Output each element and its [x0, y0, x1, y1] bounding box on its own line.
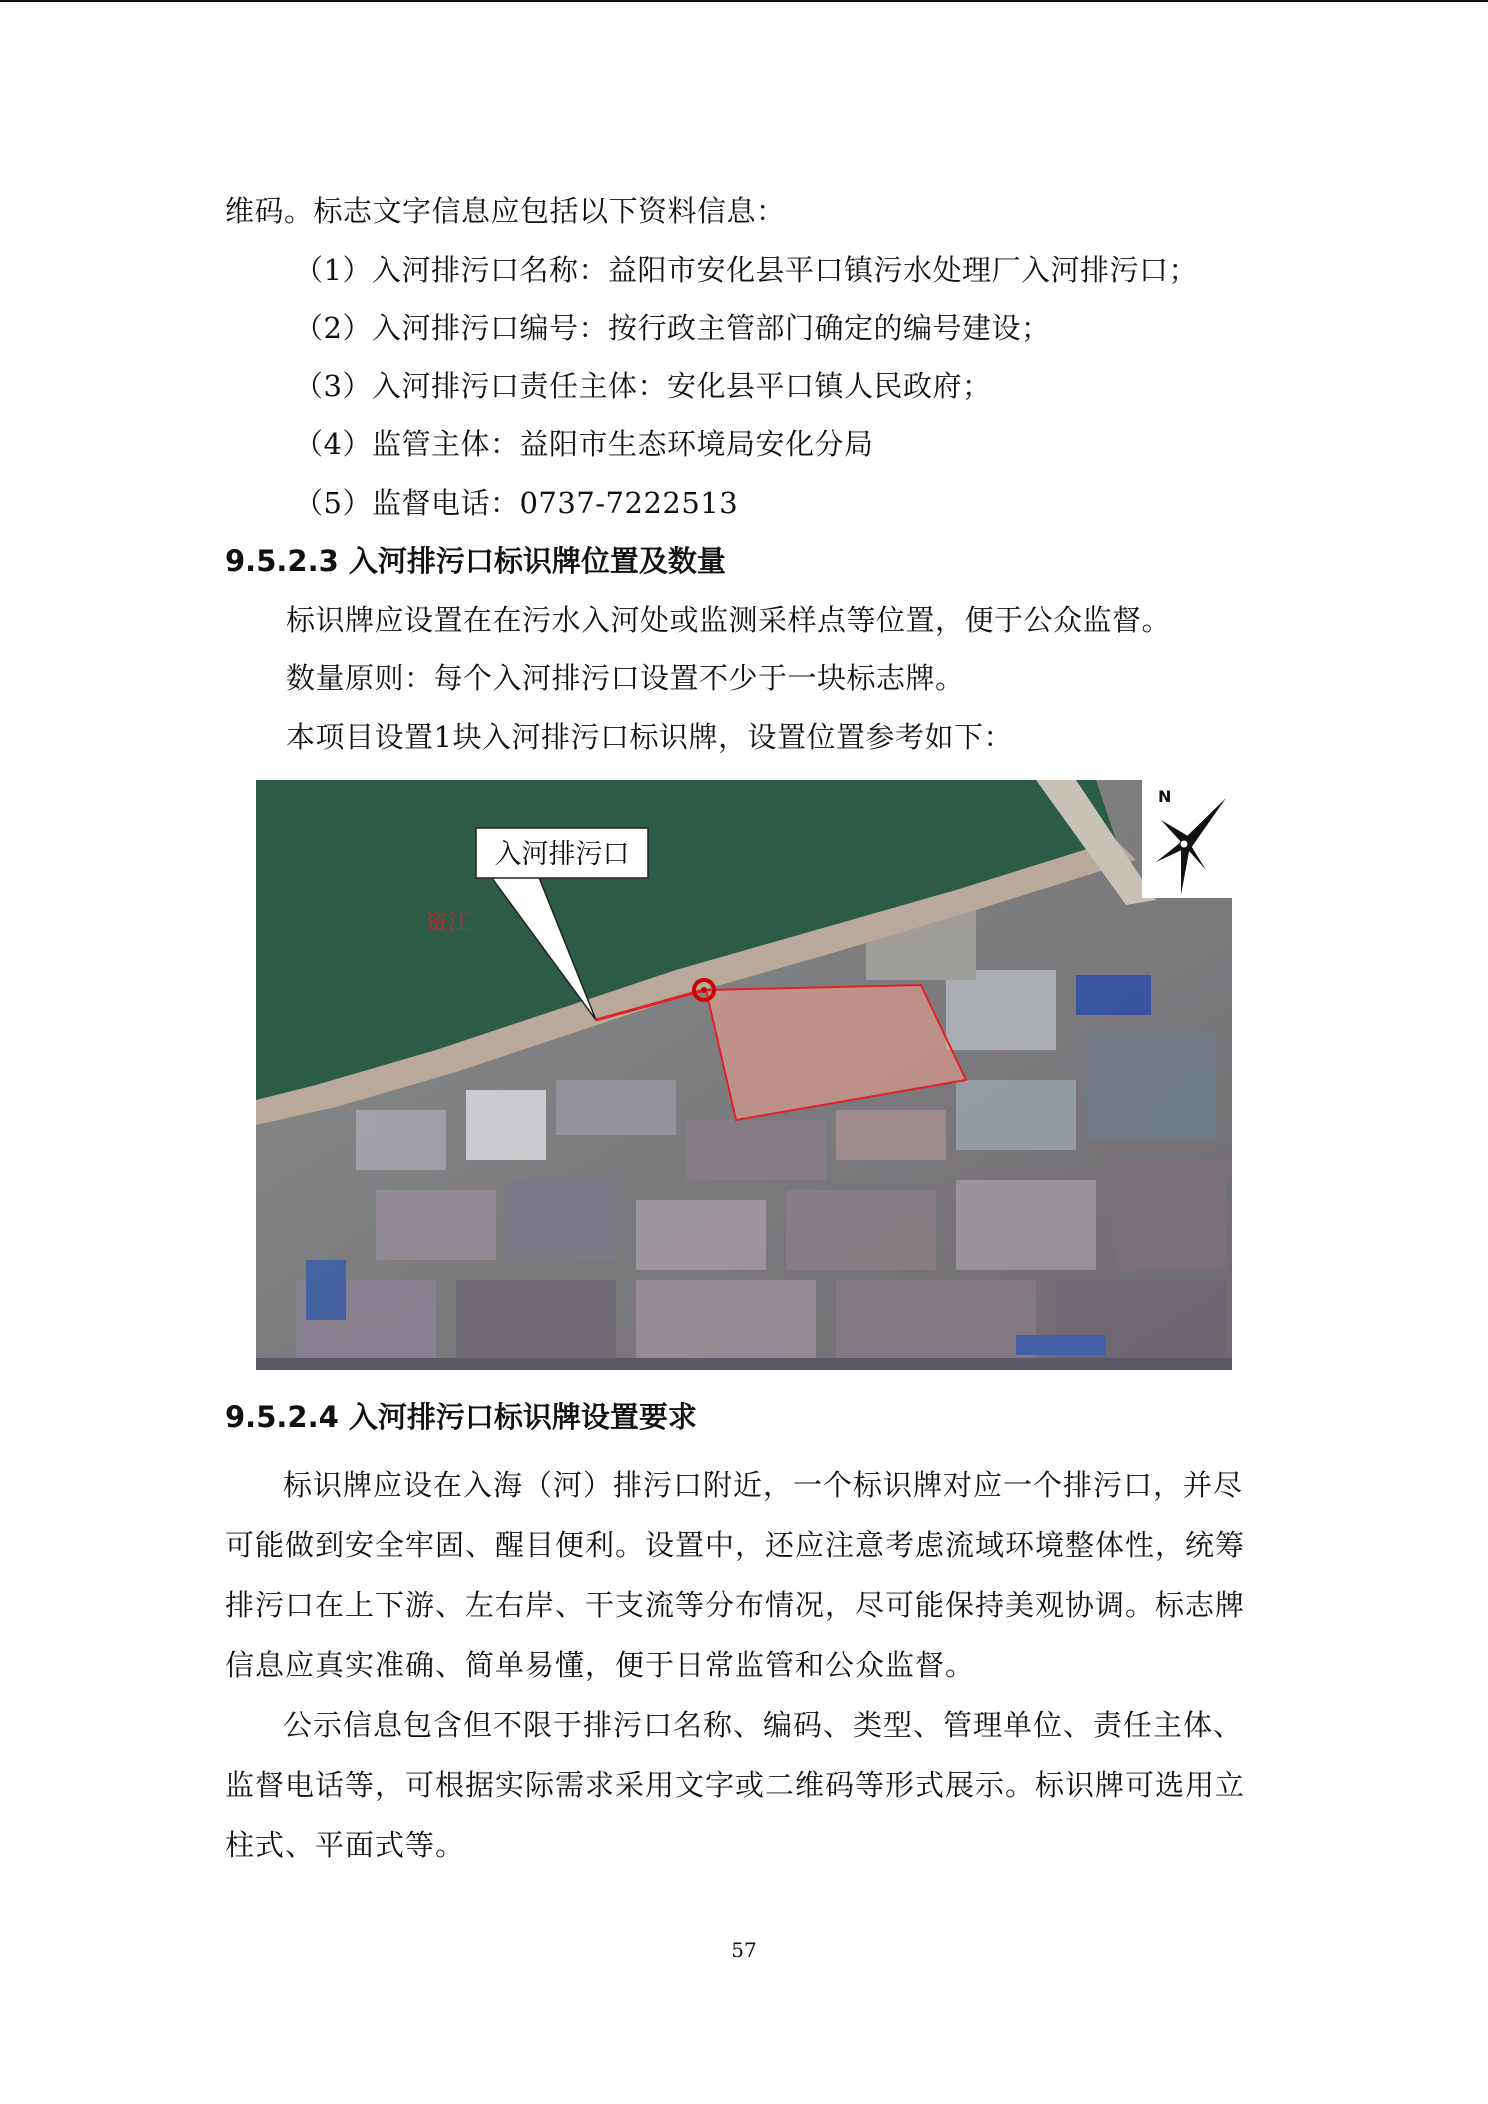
north-arrow-icon: [1142, 780, 1232, 898]
callout-label: 入河排污口: [494, 839, 630, 870]
info-item-2: （2）入河排污口编号：按行政主管部门确定的编号建设；: [294, 311, 1051, 345]
map-status-strip: [256, 1358, 1232, 1370]
section2-paragraph-1: [225, 1455, 1265, 1695]
section-heading-9-5-2-4: 9.5.2.4 入河排污口标识牌设置要求: [225, 1400, 697, 1434]
north-label: N: [1158, 787, 1172, 806]
section2-paragraph-2-text: 公示信息包含但不限于排污口名称、编码、类型、管理单位、责任主体、监督电话等，可根据实际需求采用文字或二维码等形式展示。标识牌可选用立柱式、平面式等。: [225, 1708, 1246, 1862]
info-item-4: （4）监管主体：益阳市生态环境局安化分局: [294, 427, 874, 461]
info-item-1: （1）入河排污口名称：益阳市安化县平口镇污水处理厂入河排污口；: [294, 253, 1198, 287]
section1-line-2: 数量原则：每个入河排污口设置不少于一块标志牌。: [286, 661, 965, 695]
section2-paragraph-1-text: 标识牌应设在入海（河）排污口附近，一个标识牌对应一个排污口，并尽可能做到安全牢固、醒目便利。设置中，还应注意考虑流域环境整体性，统筹排污口在上下游、左右岸、干支流等分布情况，尽可能保持美观协调。标志牌信息应真实准确、简单易懂，便于日常监管和公众监督。: [225, 1468, 1246, 1682]
intro-line: 维码。标志文字信息应包括以下资料信息：: [225, 194, 786, 228]
page-number: 57: [731, 1938, 757, 1962]
top-border-line: [0, 0, 1488, 2]
section-heading-9-5-2-3: 9.5.2.3 入河排污口标识牌位置及数量: [225, 544, 726, 578]
info-item-5: （5）监督电话：0737-7222513: [294, 486, 739, 520]
section1-line-3: 本项目设置1块入河排污口标识牌，设置位置参考如下：: [286, 720, 1013, 754]
river-label: 资江: [426, 911, 471, 936]
outfall-location-map: [256, 780, 1232, 1370]
section2-paragraph-2: [225, 1695, 1265, 1875]
info-item-3: （3）入河排污口责任主体：安化县平口镇人民政府；: [294, 369, 992, 403]
section1-line-1: 标识牌应设置在在污水入河处或监测采样点等位置，便于公众监督。: [286, 603, 1172, 637]
